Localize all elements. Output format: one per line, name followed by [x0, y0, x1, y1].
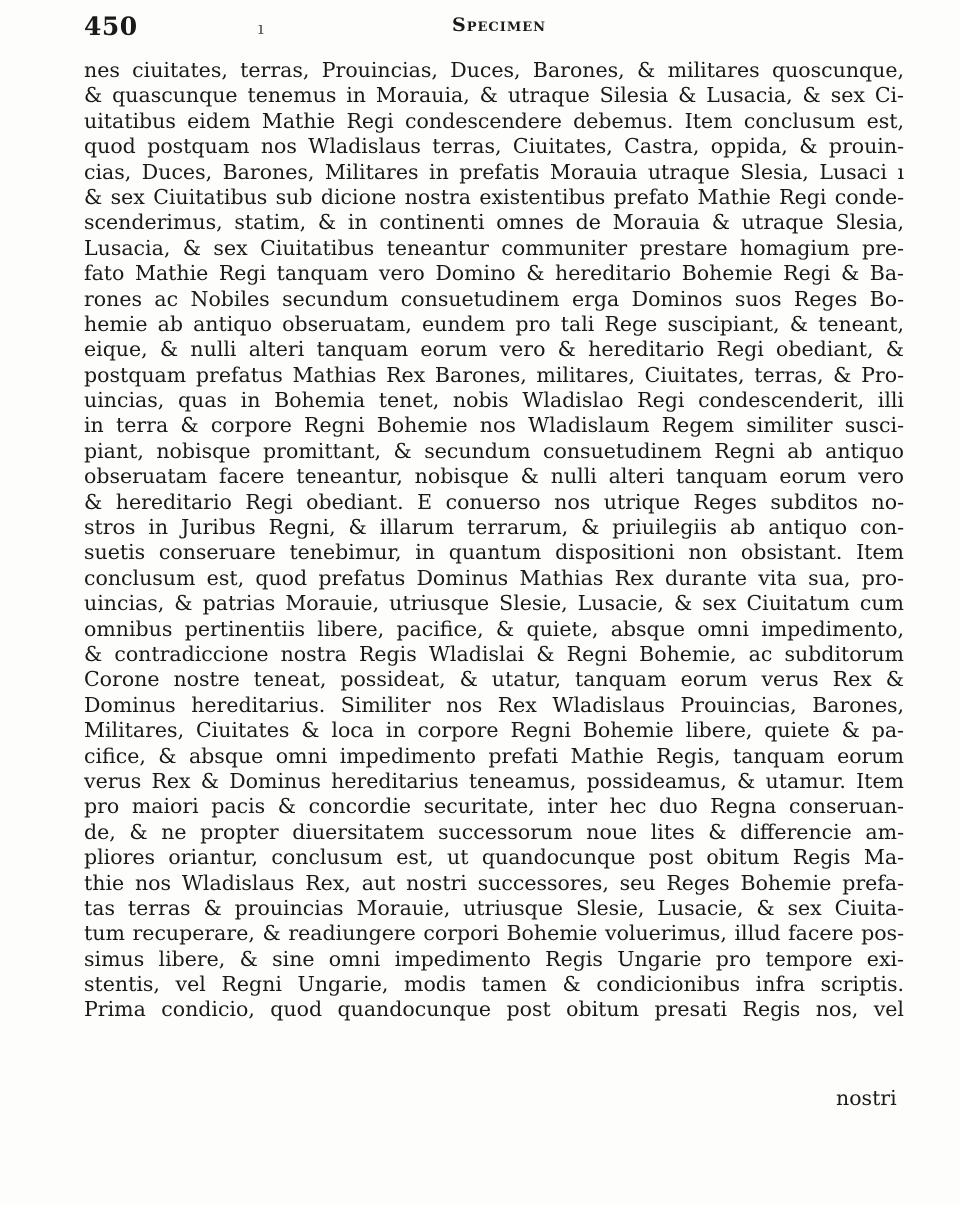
text-line: obseruatam facere teneantur, nobisque & nulli alteri tanquam eorum vero	[84, 464, 904, 489]
text-line: thie nos Wladislaus Rex, aut nostri successores, seu Reges Bohemie prefa-	[84, 870, 904, 895]
text-line: rones ac Nobiles secundum consuetudinem erga Dominos suos Reges Bo-	[84, 286, 904, 311]
text-line: de, & ne propter diuersitatem successorum noue lites & differencie am-	[84, 819, 904, 844]
text-line: uincias, & patrias Morauie, utriusque Slesie, Lusacie, & sex Ciuitatum cum	[84, 591, 904, 616]
text-line: Lusacia, & sex Ciuitatibus teneantur communiter prestare homagium pre-	[84, 235, 904, 260]
text-line: & hereditario Regi obediant. E conuerso nos utrique Reges subditos no-	[84, 489, 904, 514]
text-line: verus Rex & Dominus hereditarius teneamus, possideamus, & utamur. Item	[84, 768, 904, 793]
page-number: 450	[84, 12, 138, 41]
text-line: tas terras & prouincias Morauie, utriusque Slesie, Lusacie, & sex Ciuita-	[84, 895, 904, 920]
text-line: eique, & nulli alteri tanquam eorum vero & hereditario Regi obediant, &	[84, 337, 904, 362]
text-line: Corone nostre teneat, possideat, & utatur, tanquam eorum verus Rex &	[84, 667, 904, 692]
text-line: conclusum est, quod prefatus Dominus Mathias Rex durante vita sua, pro-	[84, 565, 904, 590]
text-line: Dominus hereditarius. Similiter nos Rex Wladislaus Prouincias, Barones,	[84, 692, 904, 717]
text-line: Militares, Ciuitates & loca in corpore Regni Bohemie libere, quiete & pa-	[84, 718, 904, 743]
text-line: uincias, quas in Bohemia tenet, nobis Wladislao Regi condescenderit, illi	[84, 388, 904, 413]
text-line: scenderimus, statim, & in continenti omnes de Morauia & utraque Slesia,	[84, 210, 904, 235]
text-line: cias, Duces, Barones, Militares in prefatis Morauia utraque Slesia, Lusaci ı	[84, 159, 904, 184]
running-head: Specimen	[452, 14, 547, 36]
text-line: hemie ab antiquo obseruatam, eundem pro tali Rege suscipiant, & teneant,	[84, 311, 904, 336]
text-line: & contradiccione nostra Regis Wladislai & Regni Bohemie, ac subditorum	[84, 641, 904, 666]
text-line: & sex Ciuitatibus sub dicione nostra existentibus prefato Mathie Regi conde-	[84, 184, 904, 209]
text-line: suetis conseruare tenebimur, in quantum dispositioni non obsistant. Item	[84, 540, 904, 565]
text-line: omnibus pertinentiis libere, pacifice, & quiete, absque omni impedimento,	[84, 616, 904, 641]
text-line: cifice, & absque omni impedimento prefati Mathie Regis, tanquam eorum	[84, 743, 904, 768]
text-line: piant, nobisque promittant, & secundum consuetudinem Regni ab antiquo	[84, 438, 904, 463]
text-line: stentis, vel Regni Ungarie, modis tamen & condicionibus infra scriptis.	[84, 972, 904, 997]
catchword: nostri	[836, 1086, 897, 1110]
text-line: uitatibus eidem Mathie Regi condescendere debemus. Item conclusum est,	[84, 108, 904, 133]
text-line: tum recuperare, & readiungere corpori Bohemie voluerimus, illud facere pos-	[84, 921, 904, 946]
text-line: pro maiori pacis & concordie securitate, inter hec duo Regna conseruan-	[84, 794, 904, 819]
text-line: fato Mathie Regi tanquam vero Domino & hereditario Bohemie Regi & Ba-	[84, 261, 904, 286]
text-line: quod postquam nos Wladislaus terras, Ciuitates, Castra, oppida, & prouin-	[84, 134, 904, 159]
body-text	[84, 58, 904, 1023]
text-line: Prima condicio, quod quandocunque post obitum presati Regis nos, vel	[84, 997, 904, 1022]
margin-tick-mark: ı	[258, 18, 264, 39]
text-line: pliores oriantur, conclusum est, ut quandocunque post obitum Regis Ma-	[84, 845, 904, 870]
text-line: nes ciuitates, terras, Prouincias, Duces, Barones, & militares quoscunque,	[84, 58, 904, 82]
text-line: simus libere, & sine omni impedimento Regis Ungarie pro tempore exi-	[84, 946, 904, 971]
text-line: & quascunque tenemus in Morauia, & utraque Silesia & Lusacia, & sex Ci-	[84, 83, 904, 108]
text-line: postquam prefatus Mathias Rex Barones, militares, Ciuitates, terras, & Pro-	[84, 362, 904, 387]
text-line: in terra & corpore Regni Bohemie nos Wladislaum Regem similiter susci-	[84, 413, 904, 438]
text-line: stros in Juribus Regni, & illarum terrarum, & priuilegiis ab antiquo con-	[84, 515, 904, 540]
